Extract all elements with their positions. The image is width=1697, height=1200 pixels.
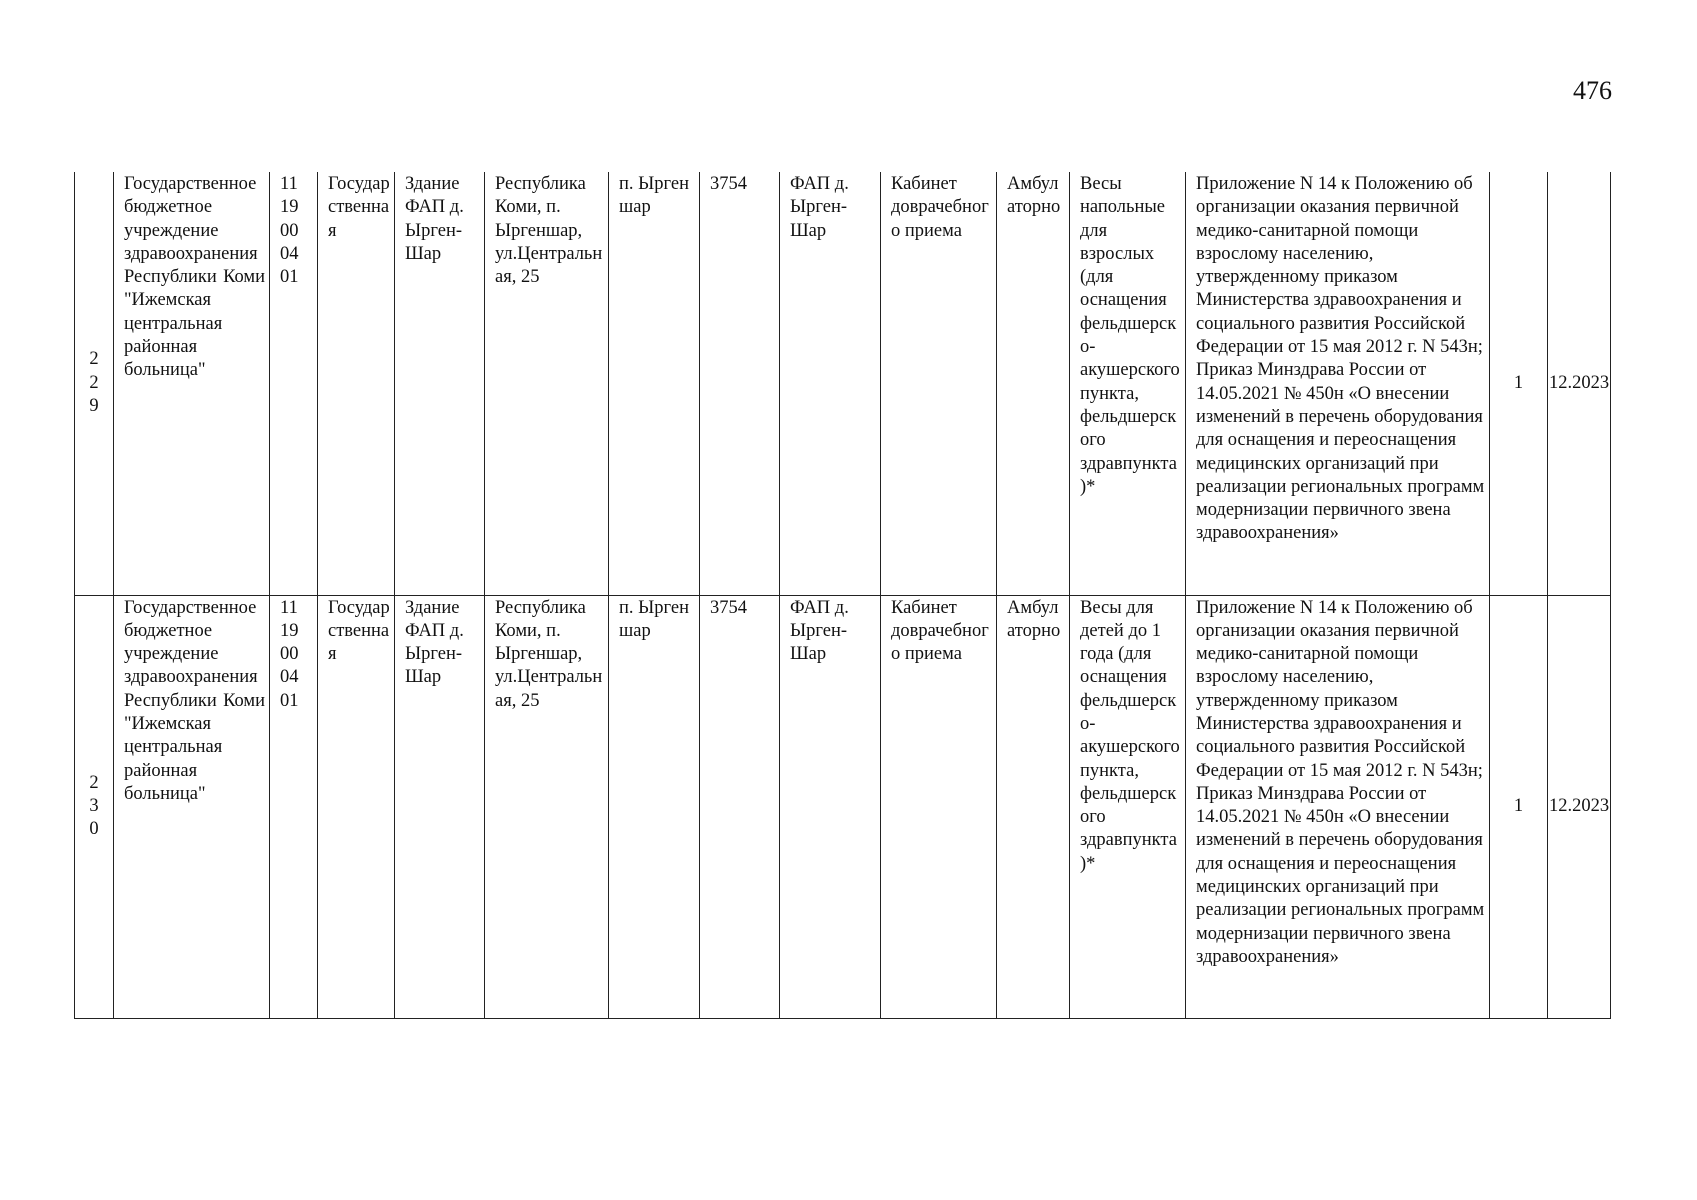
row-number: 2 3 0 xyxy=(75,595,114,1018)
building-cell: Здание ФАП д. Ырген-Шар xyxy=(395,172,485,595)
number-cell: 3754 xyxy=(700,172,780,595)
row-number: 2 2 9 xyxy=(75,172,114,595)
legal-basis-cell: Приложение N 14 к Положению об организации оказания первичной медико-санитарной помощи взрослому населению, утвержденному приказом Министерства здравоохранения и социального развития Российской Федерации от 15 мая 2012 г. N 543н; Приказ Минздрава России от 14.05.2021 № 450н «О внесении изменений в перечень оборудования для оснащения и переоснащения медицинских организаций при реализации региональных программ модернизации первичного звена здравоохранения» xyxy=(1186,172,1490,595)
equipment-cell: Весы для детей до 1 года (для оснащения фельдшерско-акушерского пункта, фельдшерского здравпункта)* xyxy=(1070,595,1186,1018)
code-cell: 11 19 00 04 01 xyxy=(270,595,318,1018)
equipment-table xyxy=(74,172,1611,1019)
care-type-cell: Амбулаторно xyxy=(997,172,1070,595)
quantity-cell: 1 xyxy=(1490,595,1548,1018)
ownership-cell: Государственная xyxy=(318,595,395,1018)
institution-cell: Государственное бюджетное учреждение здравоохранения Республики Коми "Ижемская центральная районная больница" xyxy=(114,172,270,595)
page-number: 476 xyxy=(1573,76,1612,105)
unit-cell: ФАП д. Ырген-Шар xyxy=(780,595,881,1018)
care-type-cell: Амбулаторно xyxy=(997,595,1070,1018)
table-row xyxy=(75,172,1611,595)
locality-cell: п. Ырген шар xyxy=(609,172,700,595)
address-cell: Республика Коми, п. Ыргеншар, ул.Центральная, 25 xyxy=(485,595,609,1018)
quantity-cell: 1 xyxy=(1490,172,1548,595)
address-cell: Республика Коми, п. Ыргеншар, ул.Центральная, 25 xyxy=(485,172,609,595)
date-cell: 12.2023 xyxy=(1548,172,1611,595)
code-cell: 11 19 00 04 01 xyxy=(270,172,318,595)
locality-cell: п. Ырген шар xyxy=(609,595,700,1018)
unit-cell: ФАП д. Ырген-Шар xyxy=(780,172,881,595)
legal-basis-cell: Приложение N 14 к Положению об организации оказания первичной медико-санитарной помощи взрослому населению, утвержденному приказом Министерства здравоохранения и социального развития Российской Федерации от 15 мая 2012 г. N 543н; Приказ Минздрава России от 14.05.2021 № 450н «О внесении изменений в перечень оборудования для оснащения и переоснащения медицинских организаций при реализации региональных программ модернизации первичного звена здравоохранения» xyxy=(1186,595,1490,1018)
cabinet-cell: Кабинет доврачебного приема xyxy=(881,172,997,595)
building-cell: Здание ФАП д. Ырген-Шар xyxy=(395,595,485,1018)
institution-cell: Государственное бюджетное учреждение здравоохранения Республики Коми "Ижемская центральная районная больница" xyxy=(114,595,270,1018)
date-cell: 12.2023 xyxy=(1548,595,1611,1018)
cabinet-cell: Кабинет доврачебного приема xyxy=(881,595,997,1018)
table-row xyxy=(75,595,1611,1018)
ownership-cell: Государственная xyxy=(318,172,395,595)
number-cell: 3754 xyxy=(700,595,780,1018)
equipment-cell: Весы напольные для взрослых (для оснащения фельдшерско-акушерского пункта, фельдшерского здравпункта)* xyxy=(1070,172,1186,595)
